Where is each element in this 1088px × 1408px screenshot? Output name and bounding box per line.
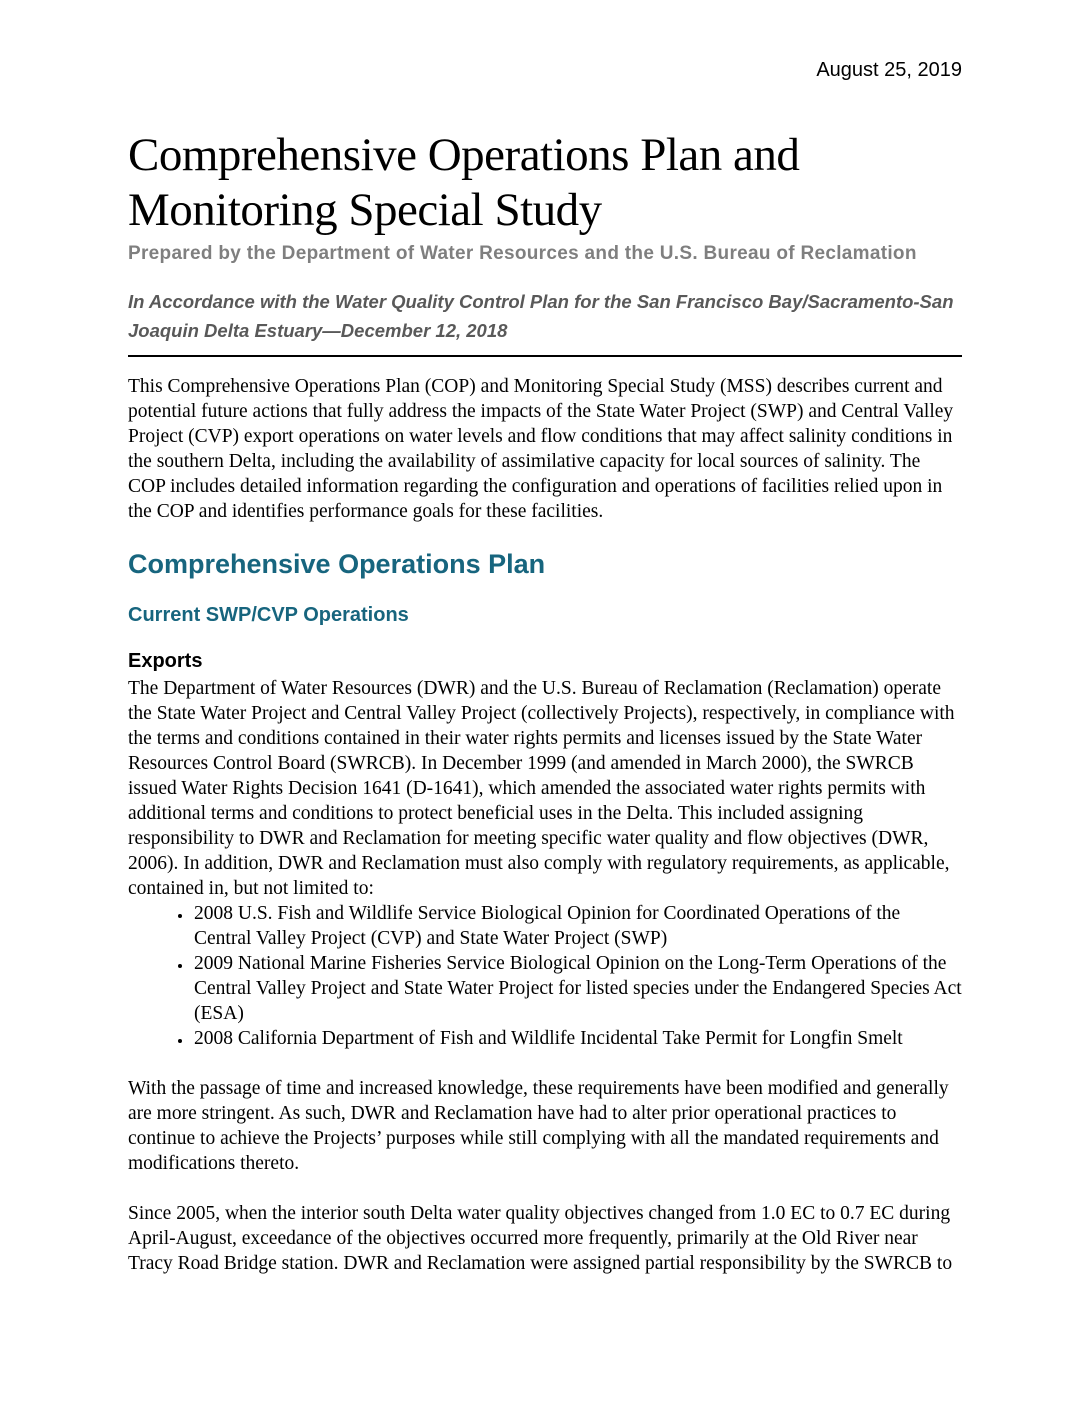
section-heading-comprehensive-operations-plan: Comprehensive Operations Plan (128, 549, 546, 579)
header-divider (128, 355, 962, 357)
accordance-subtitle: In Accordance with the Water Quality Control Plan for the San Francisco Bay/Sacramento-San Joaquin Delta Estuary—December 12, 2018 (128, 291, 954, 341)
list-item: • 2009 National Marine Fisheries Service Biological Opinion on the Long-Term Operations of the Central Valley Project and State Water Project for listed species under the Endangered Species Act (ESA) (192, 951, 962, 1026)
document-date: August 25, 2019 (816, 59, 962, 81)
subsection-heading-current-swp-cvp-operations: Current SWP/CVP Operations (128, 604, 409, 626)
list-item: • 2008 California Department of Fish and Wildlife Incidental Take Permit for Longfin Smelt (192, 1026, 962, 1051)
exports-paragraph: The Department of Water Resources (DWR) and the U.S. Bureau of Reclamation (Reclamation) operate the State Water Project and Central Valley Project (collectively Projects), respectively, in compliance with the terms and conditions contained in their water rights permits and licenses issued by the State Water Resources Control Board (SWRCB). In December 1999 (and amended in March 2000), the SWRCB issued Water Rights Decision 1641 (D-1641), which amended the associated water rights permits with additional terms and conditions to protect beneficial uses in the Delta. This included assigning responsibility to DWR and Reclamation for meeting specific water quality and flow objectives (DWR, 2006). In addition, DWR and Reclamation must also comply with regulatory requirements, as applicable, contained in, but not limited to: (128, 678, 955, 899)
subsection-heading-exports: Exports (128, 650, 203, 672)
regulatory-requirements-list (128, 901, 962, 1051)
prepared-by-subtitle: Prepared by the Department of Water Resources and the U.S. Bureau of Reclamation (128, 243, 917, 264)
document-title: Comprehensive Operations Plan and Monitoring Special Study (128, 129, 800, 236)
requirements-paragraph: With the passage of time and increased knowledge, these requirements have been modified and generally are more stringent. As such, DWR and Reclamation have had to alter prior operational practices to continue to achieve the Projects’ purposes while still complying with all the mandated requirements and modifications thereto. (128, 1078, 949, 1174)
list-item: • 2008 U.S. Fish and Wildlife Service Biological Opinion for Coordinated Operations of the Central Valley Project (CVP) and State Water Project (SWP) (192, 901, 962, 951)
since-2005-paragraph: Since 2005, when the interior south Delta water quality objectives changed from 1.0 EC to 0.7 EC during April-August, exceedance of the objectives occurred more frequently, primarily at the Old River near Tracy Road Bridge station. DWR and Reclamation were assigned partial responsibility by the SWRCB to (128, 1203, 953, 1274)
intro-paragraph: This Comprehensive Operations Plan (COP) and Monitoring Special Study (MSS) describes current and potential future actions that fully address the impacts of the State Water Project (SWP) and Central Valley Project (CVP) export operations on water levels and flow conditions that may affect salinity conditions in the southern Delta, including the availability of assimilative capacity for local sources of salinity. The COP includes detailed information regarding the configuration and operations of facilities relied upon in the COP and identifies performance goals for these facilities. (128, 376, 954, 522)
